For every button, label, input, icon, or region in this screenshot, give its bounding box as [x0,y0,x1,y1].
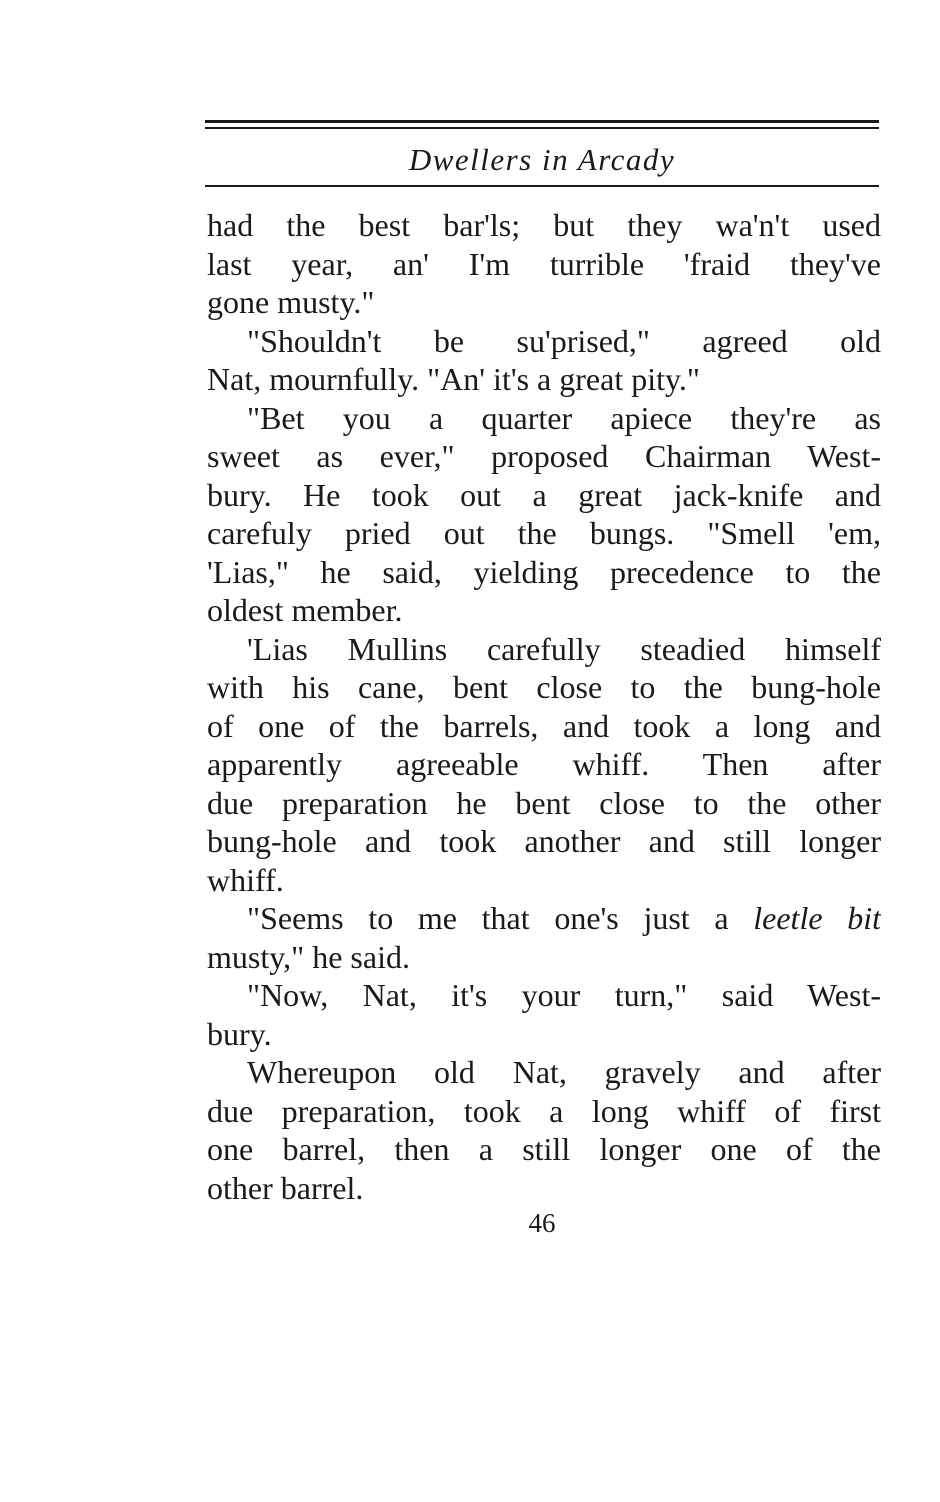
text-line: 'Lias," he said, yielding precedence to the [207,553,881,590]
header-rule-top-thin [205,127,879,129]
text-line: whiff. [207,861,284,898]
text-line [207,899,881,938]
text-line: one barrel, then a still longer one of the [207,1131,881,1167]
text-line: "Bet you a quarter apiece they're as [247,399,881,436]
text-line: other barrel. [207,1169,364,1206]
header-rule-top [205,120,879,123]
text-line-roman: "Seems to me that one's just a [247,900,754,936]
text-line: Whereupon old Nat, gravely and after [247,1054,881,1090]
italic-phrase: leetle bit [753,900,881,936]
text-line: Nat, mournfully. "An' it's a great pity." [207,361,700,397]
header-rule-bottom [205,185,879,187]
running-title: Dwellers in Arcady [408,142,676,177]
text-line: with his cane, bent close to the bung-hole [207,669,881,705]
text-line: bury. [207,1015,272,1052]
text-line: "Now, Nat, it's your turn," said West- [247,977,881,1013]
text-line: gone musty." [207,284,375,320]
text-line: oldest member. [207,592,403,628]
text-line: of one of the barrels, and took a long and [207,707,881,744]
text-line: musty," he said. [207,938,410,975]
text-line: bung-hole and took another and still longer [207,823,881,859]
text-line: due preparation, took a long whiff of first [207,1092,881,1129]
text-line: last year, an' I'm turrible 'fraid they've [207,245,881,282]
text-line: 'Lias Mullins carefully steadied himself [247,630,881,667]
text-line: apparently agreeable whiff. Then after [207,746,881,782]
page-number: 46 [528,1208,556,1238]
text-line: "Shouldn't be su'prised," agreed old [247,322,881,359]
text-line: had the best bar'ls; but they wa'n't used [207,207,881,243]
text-line: sweet as ever," proposed Chairman West- [207,438,881,474]
text-line: bury. He took out a great jack-knife and [207,476,881,513]
text-line: due preparation he bent close to the other [207,784,881,821]
body-text [207,206,881,1207]
text-line: carefuly pried out the bungs. "Smell 'em, [207,515,881,551]
